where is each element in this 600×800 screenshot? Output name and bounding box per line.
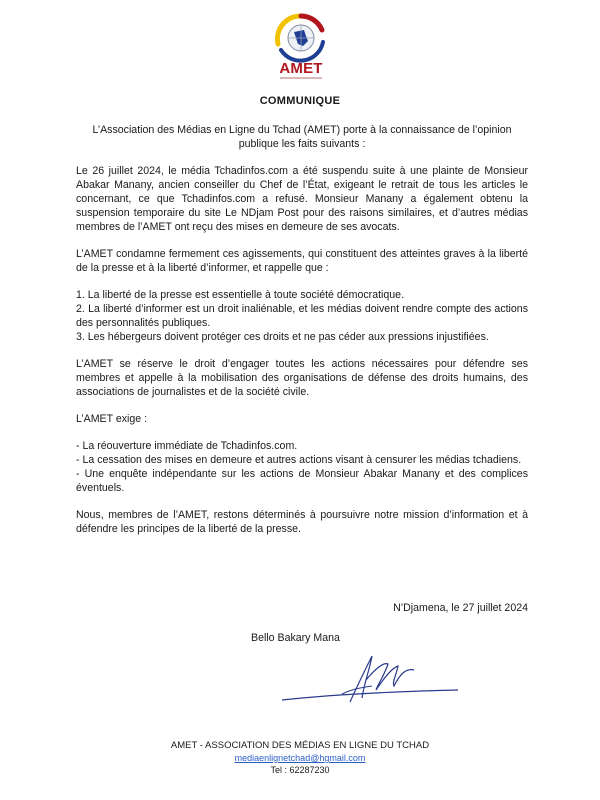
footer-org-name: AMET - ASSOCIATION DES MÉDIAS EN LIGNE DU TCHAD: [170, 740, 430, 751]
amet-logo: [268, 8, 334, 80]
footer-email-link[interactable]: mediaenlignetchad@hgmail.com: [234, 753, 366, 763]
globe-logo-icon: [268, 8, 334, 64]
list-item: 3. Les hébergeurs doivent protéger ces droits et ne pas céder aux pressions injustifiées.: [76, 331, 489, 343]
list-item: - La réouverture immédiate de Tchadinfos.com.: [76, 440, 298, 452]
intro-paragraph: L’Association des Médias en Ligne du Tchad (AMET) porte à la connaissance de l’opinion publique les faits suivants :: [92, 124, 512, 150]
condemnation-paragraph: L’AMET condamne fermement ces agissements, qui constituent des atteintes graves à la liberté de la presse et à la liberté d’informer, et rappelle que :: [76, 248, 528, 274]
principles-list: [76, 288, 528, 344]
demands-intro: L’AMET exige :: [76, 413, 148, 425]
handwritten-signature: [280, 650, 460, 710]
reservation-paragraph: L’AMET se réserve le droit d’engager toutes les actions nécessaires pour défendre ses membres et appelle à la mobilisation des organisations de défense des droits humains, des associations de journalistes et de la société civile.: [76, 358, 528, 398]
closing-paragraph: Nous, membres de l’AMET, restons déterminés à poursuivre notre mission d’information et à défendre les principes de la liberté de la presse.: [76, 509, 528, 535]
demands-list: [76, 439, 528, 495]
list-item: - La cessation des mises en demeure et autres actions visant à censurer les médias tchadiens.: [76, 454, 522, 466]
footer: [0, 740, 600, 776]
page-title: COMMUNIQUE: [259, 95, 341, 107]
logo-tagline-bar: [280, 77, 322, 79]
footer-phone: Tel : 62287230: [270, 765, 330, 775]
logo-text: AMET: [279, 60, 323, 77]
date-line: N’Djamena, le 27 juillet 2024: [393, 602, 528, 614]
list-item: - Une enquête indépendante sur les actions de Monsieur Abakar Manany et des complices éventuels.: [76, 468, 528, 494]
list-item: 2. La liberté d’informer est un droit inaliénable, et les médias doivent rendre compte des actions des personnalités publiques.: [76, 303, 528, 329]
facts-paragraph: Le 26 juillet 2024, le média Tchadinfos.com a été suspendu suite à une plainte de Monsieur Abakar Manany, ancien conseiller du Chef de l’État, exigeant le retrait de tous les articles le concernant, ce que Tchadinfos.com a refusé. Monsieur Manany a également obtenu la suspension temporaire du site Le NDjam Post pour des raisons similaires, et d’autres médias membres de l’AMET ont reçu des mises en demeure de ses avocats.: [76, 165, 528, 233]
list-item: 1. La liberté de la presse est essentielle à toute société démocratique.: [76, 289, 405, 301]
signer-name: Bello Bakary Mana: [251, 632, 340, 644]
communique-body: [76, 123, 528, 549]
